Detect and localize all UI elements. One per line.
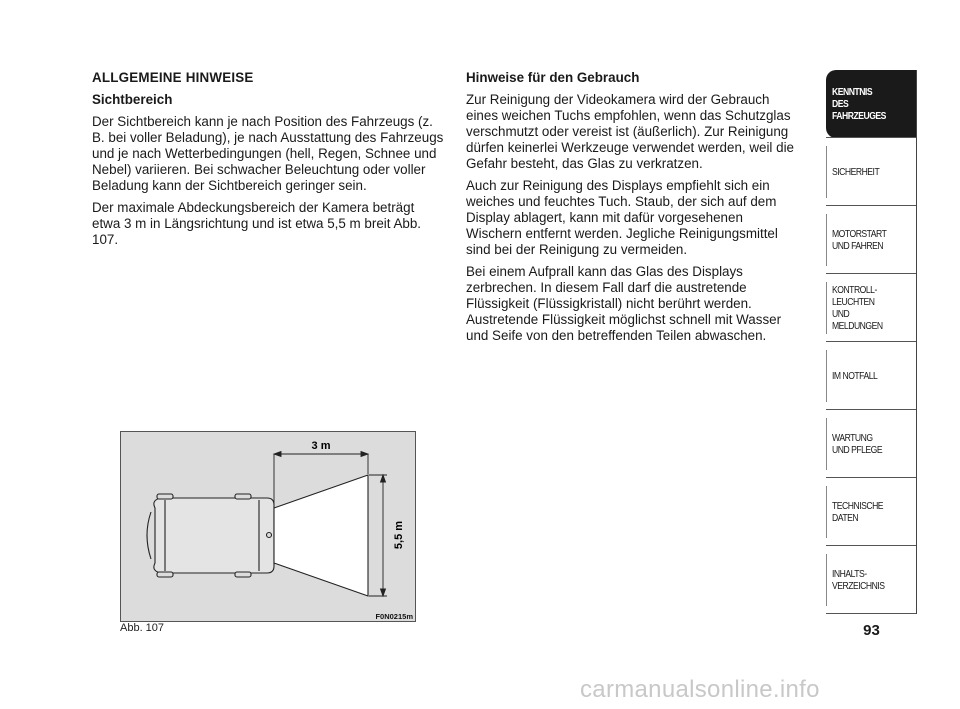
- vehicle-illustration: [147, 494, 274, 577]
- paragraph: Der Sichtbereich kann je nach Position des Fahrzeugs (z. B. bei voller Beladung), je nach Ausstattung des Fahrzeugs und je nach Wetterbedingungen (hell, Regen, Schnee und Nebel) variieren. Bei schwacher Beleuchtung oder voller Beladung kann der Sichtbereich geringer sein.: [92, 114, 444, 193]
- tab-kontrollleuchten-und-meldungen[interactable]: [826, 274, 917, 342]
- tab-kenntnis-des-fahrzeuges[interactable]: [826, 70, 917, 138]
- tab-inhaltsverzeichnis[interactable]: [826, 546, 917, 614]
- figure-code: F0N0215m: [375, 612, 413, 621]
- tab-label: TECHNISCHE DATEN: [832, 500, 884, 524]
- paragraph: Bei einem Aufprall kann das Glas des Displays zerbrechen. In diesem Fall darf die austretende Flüssigkeit (Flüssigkristall) nicht berührt werden. Austretende Flüssigkeit möglichst schnell mit Wasser und Seife von den betreffenden Teilen abwaschen.: [466, 264, 782, 343]
- chapter-sidebar: [826, 70, 917, 614]
- tab-label: IM NOTFALL: [832, 370, 878, 382]
- subsection-heading: Hinweise für den Gebrauch: [466, 70, 640, 85]
- tab-technische-daten[interactable]: [826, 478, 917, 546]
- figure-caption: Abb. 107: [120, 622, 165, 634]
- tab-im-notfall[interactable]: [826, 342, 917, 410]
- tab-label: INHALTS- VERZEICHNIS: [832, 568, 885, 592]
- camera-coverage-figure: [120, 431, 416, 622]
- tab-label: MOTORSTART UND FAHREN: [832, 228, 887, 252]
- camera-coverage-diagram: [121, 432, 415, 621]
- section-heading: ALLGEMEINE HINWEISE: [92, 70, 254, 85]
- tab-sicherheit[interactable]: [826, 138, 917, 206]
- right-column: [466, 70, 796, 350]
- watermark: carmanualsonline.info: [580, 676, 820, 703]
- paragraph: Zur Reinigung der Videokamera wird der Gebrauch eines weichen Tuchs empfohlen, wenn das Schutzglas verschmutzt oder vereist ist (äußerlich). Zur Reinigung dürfen keinerlei Werkzeuge verwendet werden, weil die Gefahr besteht, das Glas zu verkratzen.: [466, 92, 794, 171]
- tab-label: WARTUNG UND PFLEGE: [832, 432, 883, 456]
- tab-wartung-und-pflege[interactable]: [826, 410, 917, 478]
- tab-label: KONTROLL- LEUCHTEN UND MELDUNGEN: [832, 284, 883, 332]
- paragraph: Der maximale Abdeckungsbereich der Kamera beträgt etwa 3 m in Längsrichtung und ist etwa 5,5 m breit Abb. 107.: [92, 200, 421, 247]
- width-label: 5,5 m: [393, 520, 405, 550]
- paragraph: Auch zur Reinigung des Displays empfiehlt sich ein weiches und feuchtes Tuch. Staub, der sich auf dem Display ablagert, kann mit dafür vorgesehenen Wischern entfernt werden. Jegliche Reinigungsmittel sind bei der Reinigung zu vermeiden.: [466, 178, 778, 257]
- length-label: 3 m: [311, 440, 331, 452]
- subsection-heading: Sichtbereich: [92, 92, 173, 107]
- tab-label: SICHERHEIT: [832, 166, 880, 178]
- tab-label: KENNTNIS DES FAHRZEUGES: [832, 86, 886, 122]
- page-number: 93: [863, 622, 880, 639]
- camera-view-area: [274, 475, 368, 596]
- tab-motorstart-und-fahren[interactable]: [826, 206, 917, 274]
- left-column: [92, 70, 444, 254]
